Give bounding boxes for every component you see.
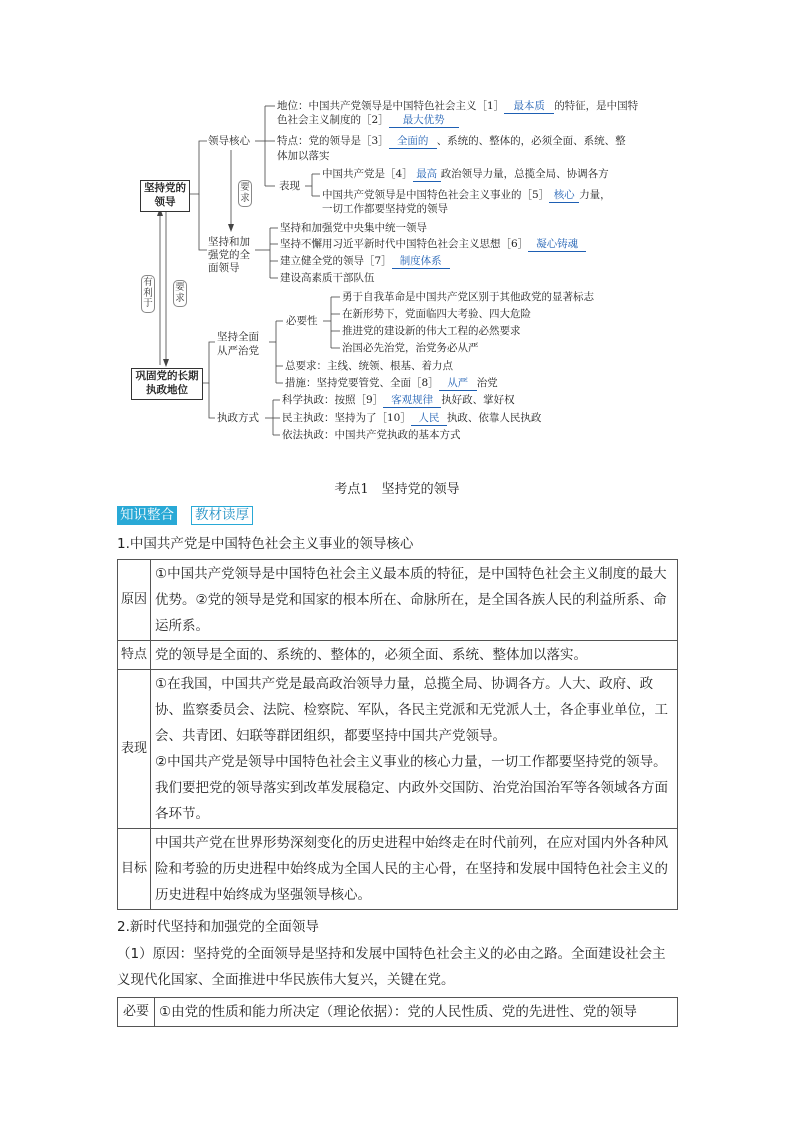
row-text-reason: ①中国共产党领导是中国特色社会主义最本质的特征，是中国特色社会主义制度的最大优势。②党的领导是党和国家的根本所在、命脉所在，是全国各族人民的利益所系、命运所系。	[151, 560, 678, 641]
section-title: 考点1 坚持党的领导	[334, 482, 460, 497]
branch-strict-governance: 坚持全面从严治党	[217, 331, 259, 357]
row-text-manifest	[151, 670, 678, 829]
node-necessity-3: 推进党的建设新的伟大工程的必然要求	[342, 325, 521, 337]
branch-leading-core: 领导核心	[208, 135, 250, 147]
node-necessity: 必要性	[286, 315, 318, 327]
table-leading-core	[117, 559, 678, 910]
node-manifest-2-text: 中国共产党领导是中国特色社会主义事业的［5］	[322, 189, 550, 201]
node-law-based: 依法执政：中国共产党执政的基本方式	[282, 429, 461, 441]
row-text-necessity: ①由党的性质和能力所决定（理论依据）：党的人民性质、党的先进性、党的领导	[155, 998, 678, 1027]
answer-3: 全面的	[389, 135, 437, 149]
answer-9: 客观规律	[383, 394, 441, 408]
answer-4: 最高	[413, 168, 441, 182]
node-necessity-2: 在新形势下，党面临四大考验、四大危险	[342, 308, 531, 320]
node-necessity-1: 勇于自我革命是中国共产党区别于其他政党的显著标志	[342, 291, 594, 303]
label-require-top: 要求	[238, 180, 252, 207]
node-thought-text: 坚持不懈用习近平新时代中国特色社会主义思想［6］	[280, 238, 529, 250]
node-manifest-1	[322, 168, 609, 182]
node-thought	[280, 238, 586, 252]
row-head-feature: 特点	[118, 641, 151, 670]
manifest-para-2: ②中国共产党是领导中国特色社会主义事业的核心力量，一切工作都要坚持党的领导。我们要把党的领导落实到改革发展稳定、内政外交国防、治党治国治军等各领域各方面各环节。	[155, 754, 669, 822]
table-row	[118, 560, 678, 641]
answer-1: 最本质	[504, 100, 554, 114]
node-feature-line2: 体加以落实	[277, 150, 330, 162]
node-democratic-text2: 执政、依靠人民执政	[446, 412, 542, 424]
branch-comprehensive-leadership: 坚持和加强党的全面领导	[208, 236, 250, 274]
node-necessity-4: 治国必先治党，治党务必从严	[342, 342, 479, 354]
node-measures	[285, 377, 498, 391]
badge-knowledge: 知识整合	[117, 506, 177, 525]
node-measures-text: 措施：坚持党要管党、全面［8］	[285, 377, 439, 389]
heading-2: 2.新时代坚持和加强党的全面领导	[117, 919, 319, 935]
row-head-manifest: 表现	[118, 670, 151, 829]
branch-governing-mode: 执政方式	[217, 412, 259, 424]
row-head-reason: 原因	[118, 560, 151, 641]
node-feature-text: 特点：党的领导是［3］	[277, 135, 389, 147]
table-row	[118, 670, 678, 829]
node-measures-text2: 治党	[476, 377, 498, 389]
node-democratic-text: 民主执政：坚持为了［10］	[282, 412, 411, 424]
node-uphold-central: 坚持和加强党中央集中统一领导	[280, 222, 427, 234]
node-manifest: 表现	[279, 180, 300, 192]
root-box-consolidate: 巩固党的长期执政地位	[131, 368, 203, 400]
node-scientific-text: 科学执政：按照［9］	[282, 394, 384, 406]
manifest-para-1: ①在我国，中国共产党是最高政治领导力量，总揽全局、协调各方。人大、政府、政协、监察委员会、法院、检察院、军队，各民主党派和无党派人士，各企事业单位，工会、共青团、妇联等群团组织，都要坚持中国共产党领导。	[155, 676, 669, 744]
label-beneficial: 有利于	[141, 275, 155, 313]
table-row	[118, 829, 678, 910]
badge-textbook: 教材读厚	[191, 506, 253, 525]
node-system-text: 建立健全党的领导［7］	[280, 255, 392, 267]
answer-2: 最大优势	[389, 114, 459, 128]
node-feature-text2: 、系统的、整体的，必须全面、系统、整	[436, 135, 626, 147]
node-position-line2	[277, 114, 459, 128]
answer-7: 制度体系	[392, 255, 450, 269]
answer-10: 人民	[411, 412, 447, 426]
heading-1: 1.中国共产党是中国特色社会主义事业的领导核心	[117, 536, 414, 552]
node-manifest-1-text2: 政治领导力量，总揽全局、协调各方	[440, 168, 609, 180]
node-scientific-text2: 执好政、掌好权	[441, 394, 515, 406]
node-feature	[277, 135, 626, 149]
node-system	[280, 255, 450, 269]
node-manifest-2	[322, 189, 611, 203]
table-row	[118, 641, 678, 670]
row-text-feature: 党的领导是全面的、系统的、整体的，必须全面、系统、整体加以落实。	[151, 641, 678, 670]
paragraph-reason: （1）原因：坚持党的全面领导是坚持和发展中国特色社会主义的必由之路。全面建设社会主义现代化国家、全面推进中华民族伟大复兴，关键在党。	[117, 946, 666, 988]
row-text-goal: 中国共产党在世界形势深刻变化的历史进程中始终走在时代前列，在应对国内外各种风险和考验的历史进程中始终成为全国人民的主心骨，在坚持和发展中国特色社会主义的历史进程中始终成为坚强领导核心。	[151, 829, 678, 910]
node-position-text2: 的特征，是中国特	[554, 100, 639, 112]
node-general-requirement: 总要求：主线、统领、根基、着力点	[285, 360, 453, 372]
node-democratic	[282, 412, 541, 426]
node-scientific	[282, 394, 515, 408]
node-position-line2-text: 色社会主义制度的［2］	[277, 114, 389, 126]
root-box-lead: 坚持党的领导	[140, 180, 190, 212]
row-head-goal: 目标	[118, 829, 151, 910]
node-manifest-2-text2: 力量，	[579, 189, 611, 201]
row-head-necessity: 必要	[118, 998, 155, 1027]
table-necessity	[117, 997, 678, 1027]
node-position	[277, 100, 638, 114]
answer-6: 凝心铸魂	[528, 238, 586, 252]
node-manifest-2-line2: 一切工作都要坚持党的领导	[322, 203, 448, 215]
answer-5: 核心	[549, 189, 579, 203]
label-require-side: 要求	[173, 280, 187, 307]
answer-8: 从严	[439, 377, 477, 391]
node-manifest-1-text: 中国共产党是［4］	[322, 168, 413, 180]
node-position-text: 地位：中国共产党领导是中国特色社会主义［1］	[277, 100, 505, 112]
table-row	[118, 998, 678, 1027]
node-cadres: 建设高素质干部队伍	[280, 272, 375, 284]
